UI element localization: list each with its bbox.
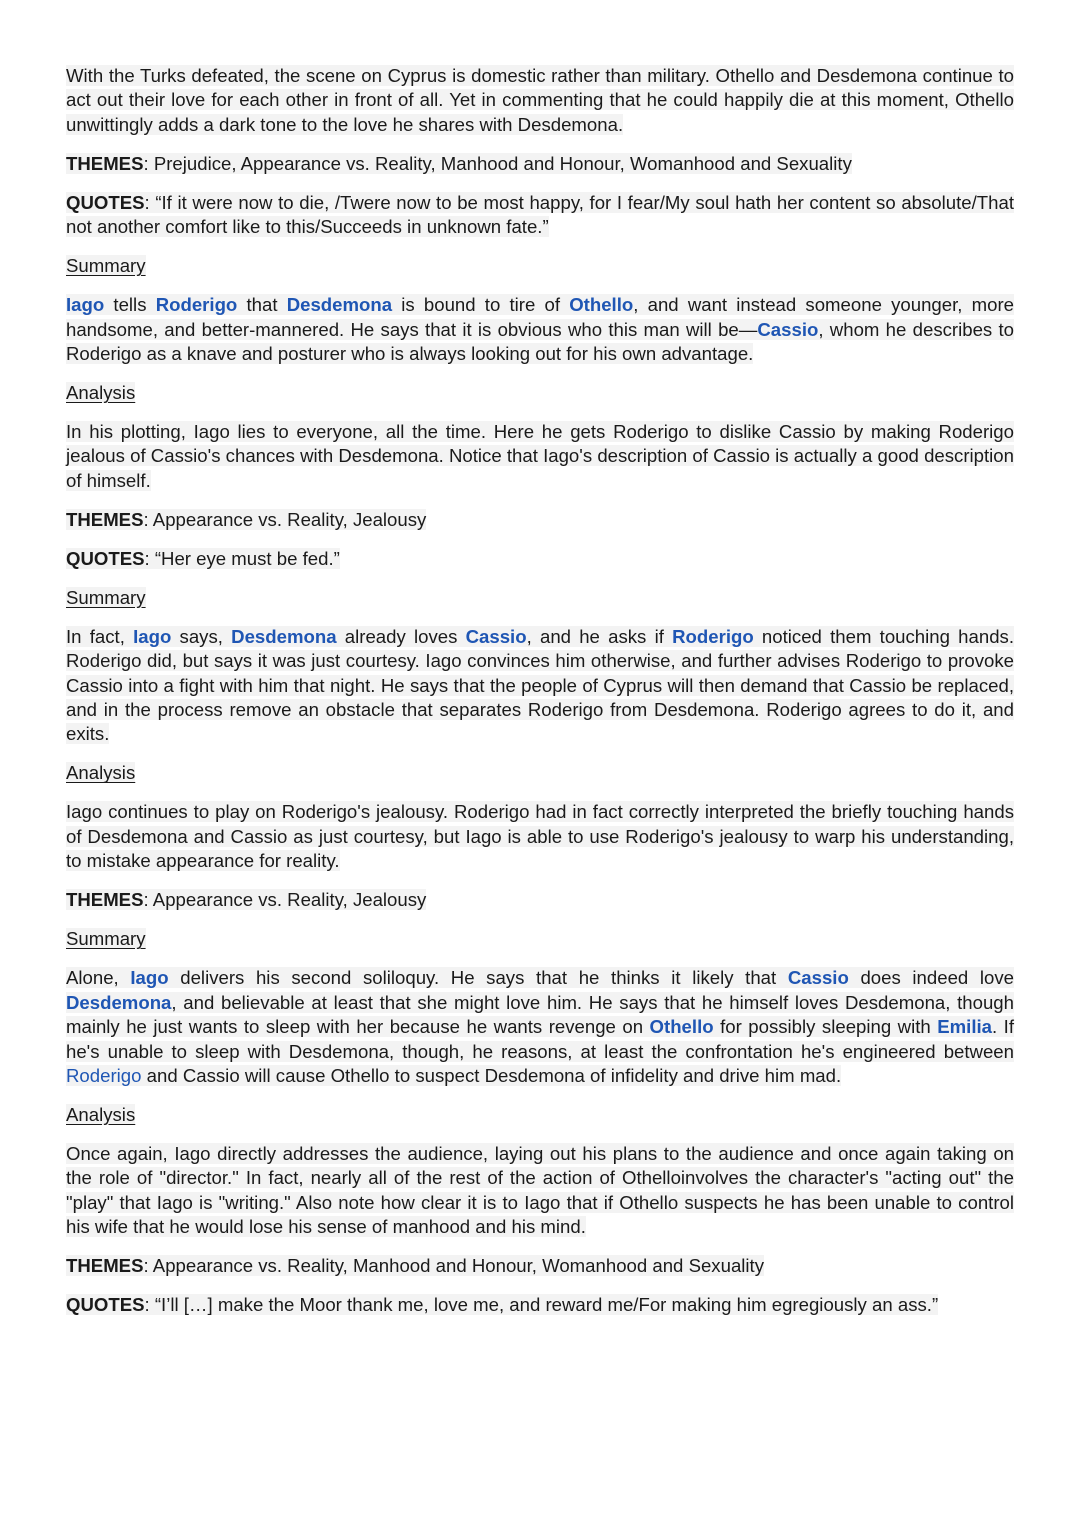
summary-heading-1: Summary — [66, 255, 146, 277]
quotes-label: QUOTES — [66, 1294, 145, 1316]
summary-heading-2: Summary — [66, 586, 146, 608]
character-link-desdemona[interactable]: Desdemona — [286, 294, 393, 316]
summary-paragraph-3: Alone, Iago delivers his second soliloquy. He says that he thinks it likely that Cassio does indeed love Desdemona, and believable at least that she might love him. He says that he himself loves Desdemona, though mainly he just wants to sleep with her because he wants revenge on Othello for possibly sleeping with Emilia. If he's unable to sleep with Desdemona, though, he reasons, at least the confrontation he's engineered between Roderigo and Cassio will cause Othello to suspect Desdemona of infidelity and drive him mad. — [66, 967, 1015, 1086]
character-link-cassio[interactable]: Cassio — [787, 967, 849, 989]
themes-line-3 — [66, 888, 1014, 912]
quotes-line-3 — [66, 1293, 1014, 1317]
summary-paragraph-1: Iago tells Roderigo that Desdemona is bound to tire of Othello, and want instead someone younger, more handsome, and better-mannered. He says that it is obvious who this man will be—Cassio, whom he describes to Roderigo as a knave and posturer who is always looking out for his own advantage. — [66, 294, 1014, 365]
character-link-desdemona[interactable]: Desdemona — [66, 991, 172, 1013]
analysis-paragraph-2: Iago continues to play on Roderigo's jealousy. Roderigo had in fact correctly interpreted the briefly touching hands of Desdemona and Cassio as just courtesy, but Iago is able to use Roderigo's jealousy to warp his understanding, to mistake appearance for reality. — [66, 801, 1014, 872]
themes-label: THEMES — [66, 152, 144, 174]
character-link-iago[interactable]: Iago — [130, 967, 169, 989]
intro-paragraph — [66, 64, 1014, 137]
themes-label: THEMES — [66, 1255, 144, 1277]
character-link-roderigo[interactable]: Roderigo — [155, 294, 238, 316]
themes-text: : Appearance vs. Reality, Jealousy — [143, 508, 427, 530]
themes-line-2 — [66, 508, 1014, 532]
quotes-text: : “If it were now to die, /Twere now to be most happy, for I fear/My soul hath her content so absolute/That not another comfort like to this/Succeeds in unknown fate.” — [66, 191, 1014, 238]
quotes-label: QUOTES — [66, 191, 145, 213]
character-link-othello[interactable]: Othello — [569, 294, 634, 316]
quotes-text: : “I’ll […] make the Moor thank me, love me, and reward me/For making him egregiously an ass.” — [144, 1294, 939, 1316]
analysis-heading-2: Analysis — [66, 762, 136, 784]
character-link-roderigo[interactable]: Roderigo — [66, 1064, 142, 1086]
analysis-heading-3: Analysis — [66, 1103, 136, 1125]
themes-line-4 — [66, 1254, 1014, 1278]
analysis-paragraph-3: Once again, Iago directly addresses the audience, laying out his plans to the audience and once again taking on the role of "director." In fact, nearly all of the rest of the action of Othelloinvolves the character's "acting out" the "play" that Iago is "writing." Also note how clear it is to Iago that if Othello suspects he has been unable to control his wife that he would lose his sense of manhood and his mind. — [66, 1142, 1014, 1238]
character-link-iago[interactable]: Iago — [66, 294, 105, 316]
character-link-cassio[interactable]: Cassio — [757, 318, 819, 340]
quotes-line-1 — [66, 191, 1014, 240]
analysis-paragraph-1: In his plotting, Iago lies to everyone, all the time. Here he gets Roderigo to dislike Cassio by making Roderigo jealous of Cassio's chances with Desdemona. Notice that Iago's description of Cassio is actually a good description of himself. — [66, 421, 1014, 491]
character-link-emilia[interactable]: Emilia — [937, 1016, 992, 1038]
summary-heading-3: Summary — [66, 928, 146, 950]
character-link-othello[interactable]: Othello — [649, 1016, 714, 1038]
character-link-iago[interactable]: Iago — [133, 625, 172, 647]
summary-paragraph-2: In fact, Iago says, Desdemona already loves Cassio, and he asks if Roderigo noticed them touching hands. Roderigo did, but says it was just courtesy. Iago convinces him otherwise, and further advises Roderigo to provoke Cassio into a fight with him that night. He says that the people of Cyprus will then demand that Cassio be replaced, and in the process remove an obstacle that separates Roderigo from Desdemona. Roderigo agrees to do it, and exits. — [66, 625, 1014, 745]
themes-text: : Prejudice, Appearance vs. Reality, Manhood and Honour, Womanhood and Sexuality — [143, 152, 852, 174]
themes-label: THEMES — [66, 889, 144, 911]
quotes-text: : “Her eye must be fed.” — [144, 547, 340, 569]
themes-text: : Appearance vs. Reality, Jealousy — [143, 889, 427, 911]
themes-text: : Appearance vs. Reality, Manhood and Honour, Womanhood and Sexuality — [143, 1255, 765, 1277]
themes-line-1 — [66, 152, 1014, 176]
quotes-label: QUOTES — [66, 547, 145, 569]
themes-label: THEMES — [66, 508, 144, 530]
character-link-desdemona[interactable]: Desdemona — [231, 625, 337, 647]
analysis-heading-1: Analysis — [66, 382, 136, 404]
intro-text: With the Turks defeated, the scene on Cyprus is domestic rather than military. Othello and Desdemona continue to act out their love for each other in front of all. Yet in commenting that he could happily die at this moment, Othello unwittingly adds a dark tone to the love he shares with Desdemona. — [66, 65, 1014, 135]
character-link-cassio[interactable]: Cassio — [465, 625, 527, 647]
quotes-line-2 — [66, 547, 1014, 571]
character-link-roderigo[interactable]: Roderigo — [672, 625, 754, 647]
